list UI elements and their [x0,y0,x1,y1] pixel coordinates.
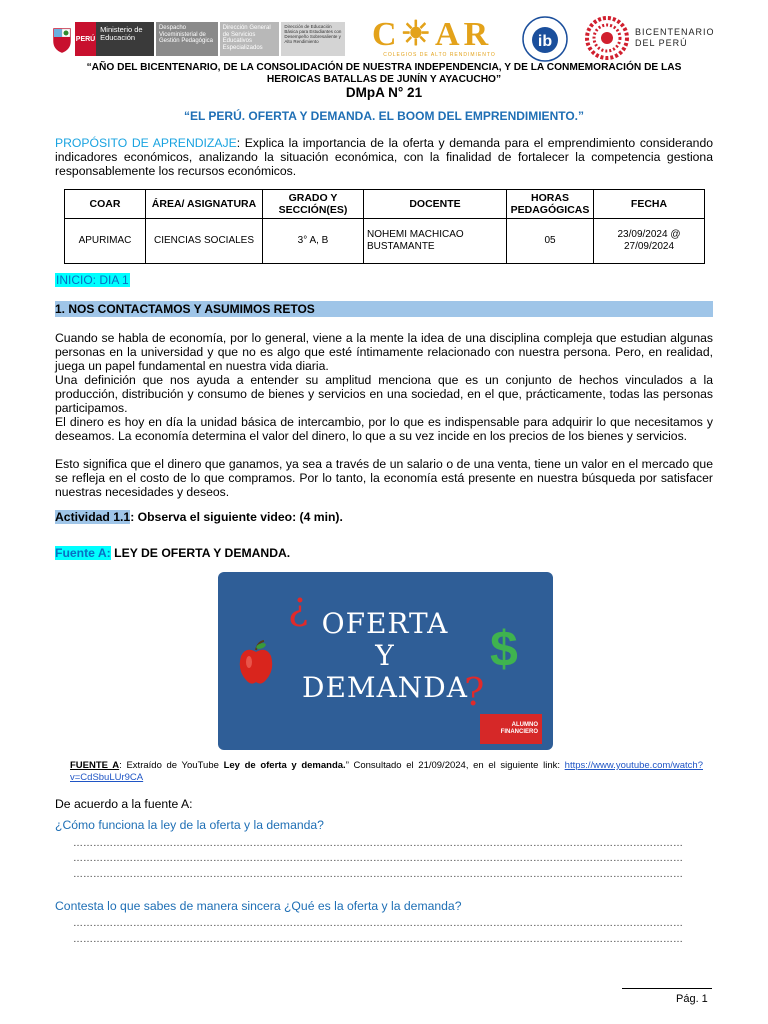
paragraph: Cuando se habla de economía, por lo general, viene a la mente la idea de una disciplina compleja que estudian algunas personas en la universidad y que no es algo que esté íntimamente relacionado con nuestra persona. Pero, en realidad, juega un papel fundamental en nuestra vida diaria. [55,331,713,373]
minedu-logo [50,22,345,56]
section-heading: 1. NOS CONTACTAMOS Y ASUMIMOS RETOS [55,301,713,317]
table-header: DOCENTE [364,190,507,219]
info-table [64,189,705,264]
del-peru-label: DEL PERÚ [635,38,688,48]
fuente-a-label: Fuente A: [55,546,111,560]
footer-divider [622,988,712,989]
answer-line[interactable]: ………………………………………………………………………………………………………………………………………………………………… [73,853,683,864]
video-title-line: DEMANDA [302,671,468,704]
page-title: “EL PERÚ. OFERTA Y DEMANDA. EL BOOM DEL EMPRENDIMIENTO.” [183,109,585,123]
coar-logo [372,18,507,58]
table-header: COAR [65,190,146,219]
table-row [65,219,705,264]
caption-post: ” Consultado el 21/09/2024, en el siguiente link: [345,760,565,771]
table-header: ÁREA/ ASIGNATURA [146,190,263,219]
video-title-line: OFERTA [321,607,449,640]
inicio-label: INICIO: DIA 1 [56,273,129,287]
paragraph: Esto significa que el dinero que ganamos, ya sea a través de un salario o de una venta, tiene un valor en el mercado que se refleja en el costo de lo que compramos. Por lo tanto, la economía está presente en nuestra búsqueda por satisfacer nuestras necesidades y deseos. [55,457,713,499]
bicentenario-seal-icon [585,16,629,60]
table-cell: 05 [507,219,594,264]
table-header: GRADO Y SECCIÓN(ES) [263,190,364,219]
paragraph: Una definición que nos ayuda a entender su amplitud menciona que es un conjunto de hechos vinculados a la producción, distribución y consumo de bienes y servicios en una sociedad, en el que, prácticamente, todas las personas participamos. [55,373,713,415]
table-cell: CIENCIAS SOCIALES [146,219,263,264]
caption-bold: Ley de oferta y demanda. [223,760,346,771]
ib-logo-text: ib [537,33,553,50]
table-cell: NOHEMI MACHICAO BUSTAMANTE [364,219,507,264]
fuente-a-text: LEY DE OFERTA Y DEMANDA. [110,546,291,560]
video-title [300,608,470,704]
paragraph: El dinero es hoy en día la unidad básica de intercambio, por lo que es indispensable para adquirir lo que necesitamos y deseamos. La economía determina el valor del dinero, lo que a su vez incide en los precios de los bienes y servicios. [55,415,713,443]
table-header: FECHA [594,190,705,219]
anio-heading: “AÑO DEL BICENTENARIO, DE LA CONSOLIDACIÓN DE NUESTRA INDEPENDENCIA, Y DE LA CONMEMORACIÓN DE LAS HEROICAS BATALLAS DE JUNÍN Y AYACUCHO” [86,62,682,85]
ib-circle-icon [522,16,568,62]
fuente-caption [70,760,703,784]
proposito-paragraph [55,136,713,178]
actividad-line [55,510,343,524]
table-cell: 23/09/2024 @ 27/09/2024 [594,219,705,264]
dmpa-number: DMpA N° 21 [345,85,423,100]
table-header-row [65,190,705,219]
bicentenario-label: BICENTENARIO [635,27,715,37]
actividad-label: Actividad 1.1 [55,510,131,524]
coar-logo-text: C☀AR [372,16,493,53]
despacho-label: Despacho Viceministerial de Gestión Pedagógica [156,22,218,56]
de-acuerdo-text: De acuerdo a la fuente A: [55,797,193,811]
proposito-label: PROPÓSITO DE APRENDIZAJE [55,136,237,150]
dollar-icon: $ [490,621,518,677]
table-header: HORAS PEDAGÓGICAS [507,190,594,219]
question-2: Contesta lo que sabes de manera sincera ¿Qué es la oferta y la demanda? [55,899,462,913]
answer-line[interactable]: ………………………………………………………………………………………………………………………………………………………………… [73,918,683,929]
answer-line[interactable]: ………………………………………………………………………………………………………………………………………………………………… [73,869,683,880]
alumno-financiero-badge: ALUMNO FINANCIERO [480,714,542,744]
question-open-mark: ¿ [288,584,309,628]
answer-line[interactable]: ………………………………………………………………………………………………………………………………………………………………… [73,934,683,945]
bicentenario-logo [585,16,725,60]
table-cell: APURIMAC [65,219,146,264]
direccion-educacion-label: Dirección de Educación Básica para Estudiantes con Desempeño Sobresaliente y Alto Rendimiento [281,22,345,56]
fuente-a-line [55,546,290,560]
table-cell: 3° A, B [263,219,364,264]
caption-label: FUENTE A [70,760,120,771]
ministerio-label: Ministerio de Educación [96,22,154,56]
peru-shield-icon [50,22,75,56]
coar-logo-subtitle: COLEGIOS DE ALTO RENDIMIENTO [383,52,496,58]
direccion-general-label: Dirección General de Servicios Educativos Especializados [220,22,280,56]
page-number: Pág. 1 [676,993,708,1005]
video-thumbnail[interactable] [218,572,553,750]
video-title-line: Y [375,639,395,672]
apple-icon [238,640,274,686]
youtube-link[interactable]: https://www.youtube.com/watch?v=CdSbuLUr9CA [70,760,703,783]
caption-pre: : Extraído de YouTube [119,760,224,771]
question-close-mark: ? [464,670,485,714]
peru-label: PERÚ [75,22,96,56]
proposito-text: : Explica la importancia de la oferta y demanda para el emprendimiento considerando indicadores económicos, analizando la situación económica, con la finalidad de fortalecer la competencia gestiona responsablemente los recursos económicos. [55,136,713,178]
actividad-text: : Observa el siguiente video: (4 min). [130,510,343,524]
answer-line[interactable]: ………………………………………………………………………………………………………………………………………………………………… [73,838,683,849]
ib-logo [522,16,568,62]
question-1: ¿Cómo funciona la ley de la oferta y la demanda? [55,818,324,832]
